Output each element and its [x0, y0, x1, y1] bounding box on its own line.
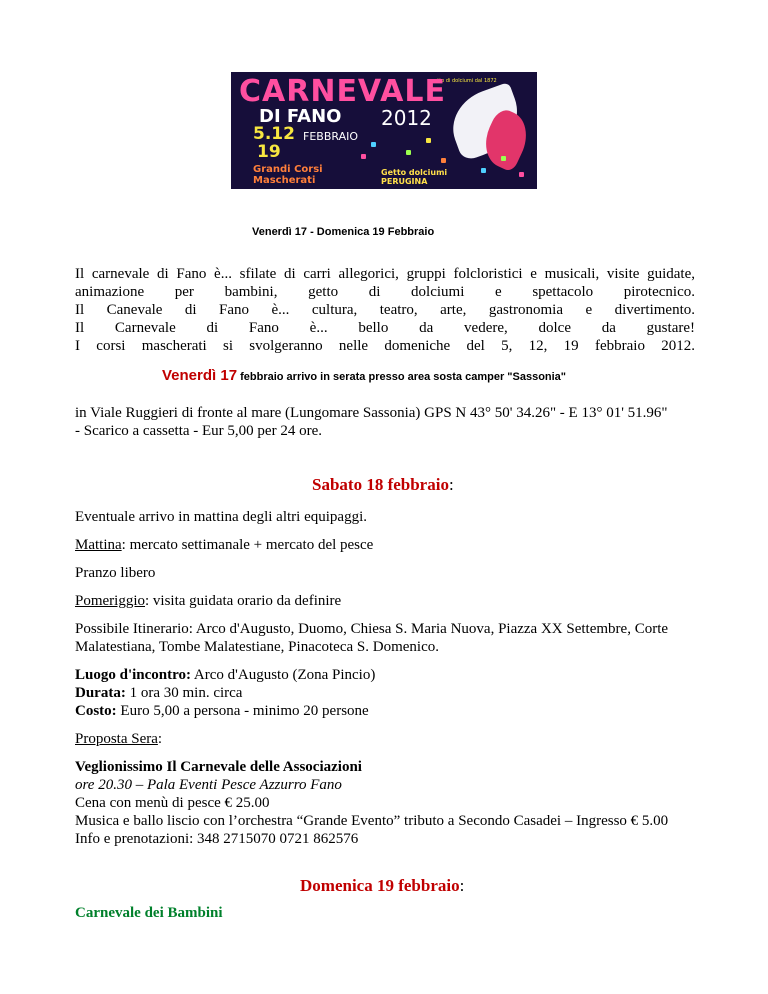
venerdi-heading [162, 367, 566, 385]
sabato-pomeriggio [75, 593, 341, 610]
sabato-title: Sabato 18 febbraio [312, 475, 449, 494]
venerdi-line-1: in Viale Ruggieri di fronte al mare (Lungomare Sassonia) GPS N 43° 50' 34.26" - E 13° 01' 51.96" [75, 405, 668, 421]
confetti-icon [426, 138, 431, 143]
intro-line-5: I corsi mascherati si svolgeranno nelle domeniche del 5, 12, 19 febbraio 2012. [75, 338, 695, 354]
veglione-time: ore 20.30 – Pala Eventi Pesce Azzurro Fano [75, 777, 342, 793]
mattina-text: : mercato settimanale + mercato del pesce [121, 537, 374, 553]
poster-subtitle: DI FANO [259, 106, 342, 127]
venerdi-rest: febbraio arrivo in serata presso area sosta camper "Sassonia" [237, 371, 567, 383]
veglione-info: Info e prenotazioni: 348 2715070 0721 862576 [75, 831, 359, 847]
confetti-icon [481, 168, 486, 173]
sabato-arrival: Eventuale arrivo in mattina degli altri equipaggi. [75, 509, 367, 525]
sabato-mattina [75, 537, 373, 554]
durata-label: Durata: [75, 685, 126, 701]
poster-year: 2012 [381, 106, 432, 130]
veglione-musica: Musica e ballo liscio con l’orchestra “Grande Evento” tributo a Secondo Casadei – Ingresso € 5.00 [75, 813, 669, 829]
confetti-icon [441, 158, 446, 163]
domenica-title: Domenica 19 febbraio [300, 876, 460, 895]
confetti-icon [361, 154, 366, 159]
itinerario-line-1: Possibile Itinerario: Arco d'Augusto, Duomo, Chiesa S. Maria Nuova, Piazza XX Settembre, Corte [75, 621, 669, 637]
costo-value: Euro 5,00 a persona - minimo 20 persone [116, 703, 369, 719]
sera-label: Proposta Sera [75, 731, 158, 747]
poster-sponsor [381, 168, 447, 186]
confetti-icon [501, 156, 506, 161]
poster-dates-line2: 19 [257, 142, 281, 162]
poster-title: CARNEVALE [239, 74, 446, 109]
durata-value: 1 ora 30 min. circa [125, 685, 243, 701]
intro-line-2: animazione per bambini, getto di dolciumi e spettacolo pirotecnico. [75, 284, 695, 300]
luogo-label: Luogo d'incontro: [75, 667, 191, 683]
poster-corsi [253, 164, 323, 186]
poster-corsi-line2: Mascherati [253, 175, 316, 186]
intro-line-4: Il Carnevale di Fano è... bello da vedere, dolce da gustare! [75, 320, 695, 336]
sabato-heading [312, 475, 454, 495]
pomeriggio-text: : visita guidata orario da definire [145, 593, 342, 609]
poster-tagline: getto di dolciumi dal 1872 [431, 78, 497, 84]
heading-dates: Venerdì 17 - Domenica 19 Febbraio [252, 226, 435, 238]
confetti-icon [519, 172, 524, 177]
intro-line-1: Il carnevale di Fano è... sfilate di carri allegorici, gruppi folcloristici e musicali, visite guidate, [75, 266, 695, 282]
confetti-icon [371, 142, 376, 147]
veglione-cena: Cena con menù di pesce € 25.00 [75, 795, 270, 811]
pomeriggio-label: Pomeriggio [75, 593, 145, 609]
itinerario-line-2: Malatestiana, Tombe Malatestiane, Pinacoteca S. Domenico. [75, 639, 439, 655]
domenica-heading [300, 876, 464, 896]
costo-label: Costo: [75, 703, 117, 719]
costo-line [75, 703, 369, 720]
veglione-title: Veglionissimo Il Carnevale delle Associazioni [75, 759, 362, 775]
luogo-value: Arco d'Augusto (Zona Pincio) [191, 667, 376, 683]
carnevale-poster-image [231, 72, 537, 189]
poster-month: FEBBRAIO [303, 130, 358, 143]
carnevale-bambini: Carnevale dei Bambini [75, 905, 223, 921]
proposta-sera [75, 731, 162, 748]
intro-line-3: Il Canevale di Fano è... cultura, teatro, arte, gastronomia e divertimento. [75, 302, 695, 318]
venerdi-line-2: - Scarico a cassetta - Eur 5,00 per 24 ore. [75, 423, 322, 439]
poster-sponsor-line2: PERUGINA [381, 177, 428, 186]
luogo-line [75, 667, 375, 684]
poster-dates-line1: 5.12 [253, 124, 295, 144]
venerdi-title: Venerdì 17 [162, 367, 238, 384]
sabato-pranzo: Pranzo libero [75, 565, 156, 581]
poster-sponsor-line1: Getto dolciumi [381, 168, 448, 177]
poster-corsi-line1: Grandi Corsi [253, 164, 323, 175]
confetti-icon [406, 150, 411, 155]
mattina-label: Mattina [75, 537, 122, 553]
sabato-title-suffix: : [448, 475, 454, 494]
durata-line [75, 685, 242, 702]
sera-suffix: : [157, 731, 163, 747]
domenica-title-suffix: : [459, 876, 465, 895]
